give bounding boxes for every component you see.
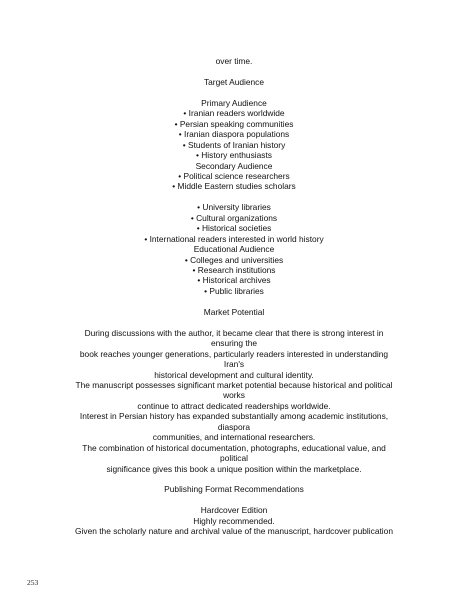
text-line: diaspora: [217, 421, 251, 432]
text-line: political: [220, 453, 248, 464]
text-line: • University libraries: [197, 202, 271, 213]
text-line: • Colleges and universities: [184, 254, 284, 265]
page-number: 253: [27, 578, 39, 587]
text-line: • Political science researchers: [178, 170, 290, 181]
text-line: • Historical archives: [197, 275, 271, 286]
text-line: book reaches younger generations, particularly readers interested in understanding: [79, 348, 389, 359]
text-line: Interest in Persian history has expanded substantially among academic institutions,: [79, 411, 389, 422]
text-line: over time.: [215, 56, 253, 66]
text-line: • Iranian diaspora populations: [178, 129, 290, 140]
text-line: • Historical societies: [196, 223, 272, 234]
text-line: works: [223, 390, 245, 401]
text-line: • Cultural organizations: [190, 212, 278, 223]
text-line: • Middle Eastern studies scholars: [172, 181, 296, 192]
blank-line: [48, 474, 420, 484]
blank-line: [48, 87, 420, 97]
text-line: Secondary Audience: [195, 160, 273, 171]
text-line: • International readers interested in world history: [144, 233, 324, 244]
blank-line: [48, 317, 420, 327]
text-line: Hardcover Edition: [200, 505, 268, 516]
text-line: • Research institutions: [192, 265, 276, 276]
text-line: communities, and international researchers.: [152, 432, 316, 443]
text-line: • Iranian readers worldwide: [183, 108, 285, 119]
text-line: The combination of historical documentation, photographs, educational value, and: [82, 442, 386, 453]
text-line: Iran's: [223, 359, 245, 370]
text-line: Market Potential: [203, 306, 265, 317]
text-line: • History enthusiasts: [195, 150, 272, 161]
text-line: Primary Audience: [201, 97, 267, 108]
blank-line: [48, 66, 420, 76]
page-body-text: [48, 56, 420, 537]
text-line: continue to attract dedicated readerships worldwide.: [137, 400, 331, 411]
text-line: ensuring the: [210, 338, 258, 349]
text-line: Highly recommended.: [193, 515, 275, 526]
text-line: • Students of Iranian history: [182, 139, 286, 150]
text-line: Publishing Format Recommendations: [164, 484, 304, 495]
blank-line: [48, 192, 420, 202]
blank-line: [48, 495, 420, 505]
text-line: historical development and cultural identity.: [154, 369, 314, 380]
text-line: • Public libraries: [204, 285, 264, 296]
text-line: Educational Audience: [193, 244, 275, 255]
text-line: Target Audience: [203, 76, 265, 87]
text-line: significance gives this book a unique position within the marketplace.: [106, 463, 362, 474]
blank-line: [48, 296, 420, 306]
text-line: Given the scholarly nature and archival value of the manuscript, hardcover publication: [75, 526, 393, 537]
text-line: • Persian speaking communities: [174, 118, 294, 129]
text-line: The manuscript possesses significant market potential because historical and political: [75, 379, 393, 390]
text-line: During discussions with the author, it became clear that there is strong interest in: [84, 327, 384, 338]
